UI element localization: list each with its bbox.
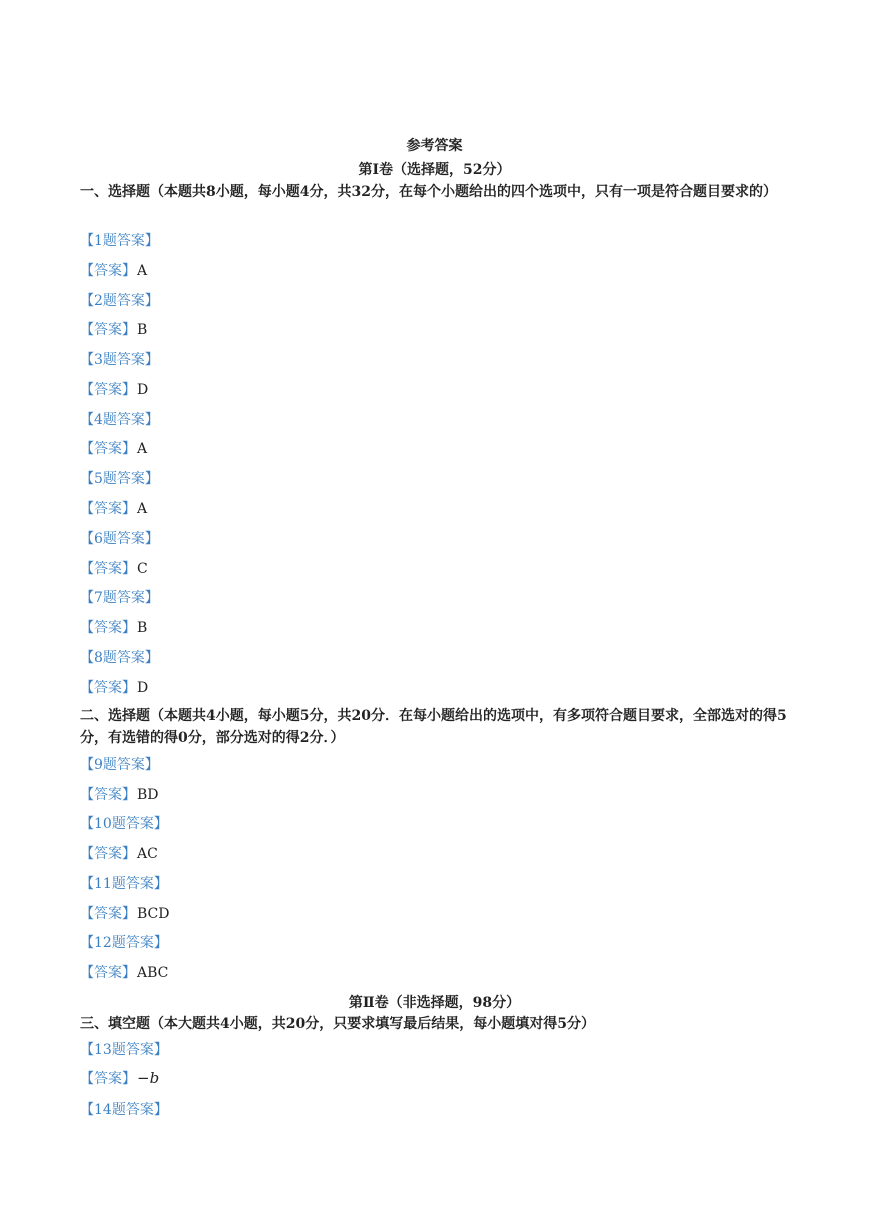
section1-heading: 一、选择题（本题共8小题，每小题4分，共32分，在每个小题给出的四个选项中，只有一项是符合题目要求的） — [80, 184, 777, 200]
part1-title: 第Ⅰ卷（选择题，52分） — [358, 162, 511, 178]
answer-key: 【答案】 — [80, 382, 136, 398]
answer-key: 【答案】 — [80, 787, 136, 803]
answer-key: 【答案】 — [80, 1071, 136, 1087]
answer-key: 【答案】 — [80, 561, 136, 577]
q8-answer-row — [80, 677, 148, 697]
q10-label: 【10题答案】 — [80, 816, 168, 832]
q10-answer-row — [80, 843, 158, 863]
q5-answer: A — [137, 501, 148, 517]
section3-heading: 三、填空题（本大题共4小题，共20分，只要求填写最后结果，每小题填对得5分） — [80, 1016, 595, 1032]
q13-label: 【13题答案】 — [80, 1042, 168, 1058]
q9-label: 【9题答案】 — [80, 757, 159, 773]
answer-key: 【答案】 — [80, 501, 136, 517]
answer-key: 【答案】 — [80, 620, 136, 636]
q7-label: 【7题答案】 — [80, 590, 159, 606]
answer-key: 【答案】 — [80, 263, 136, 279]
q10-answer: AC — [137, 846, 158, 862]
section2-heading: 二、选择题（本题共4小题，每小题5分，共20分．在每小题给出的选项中，有多项符合题目要求，全部选对的得5分，有选错的得0分，部分选对的得2分．） — [80, 708, 787, 746]
q4-answer-row — [80, 438, 147, 458]
answer-key: 【答案】 — [80, 441, 136, 457]
answer-key: 【答案】 — [80, 322, 136, 338]
q9-answer-row — [80, 784, 159, 804]
q12-answer: ABC — [137, 965, 169, 981]
q4-label: 【4题答案】 — [80, 412, 159, 428]
q1-answer-row — [80, 260, 147, 280]
q1-answer: A — [137, 263, 148, 279]
q6-label: 【6题答案】 — [80, 531, 159, 547]
q6-answer-row — [80, 558, 148, 578]
q7-answer-row — [80, 617, 147, 637]
answer-key: 【答案】 — [80, 846, 136, 862]
q5-answer-row — [80, 498, 147, 518]
q6-answer: C — [137, 561, 148, 577]
q3-answer-row — [80, 379, 148, 399]
q1-label: 【1题答案】 — [80, 233, 159, 249]
part2-title: 第Ⅱ卷（非选择题，98分） — [348, 995, 521, 1011]
answer-key: 【答案】 — [80, 680, 136, 696]
q12-answer-row — [80, 962, 168, 982]
q8-answer: D — [137, 680, 149, 696]
q3-answer: D — [137, 382, 149, 398]
q12-label: 【12题答案】 — [80, 935, 168, 951]
q11-label: 【11题答案】 — [80, 876, 168, 892]
q2-label: 【2题答案】 — [80, 293, 159, 309]
doc-title: 参考答案 — [406, 138, 463, 154]
answer-key: 【答案】 — [80, 906, 136, 922]
q2-answer: B — [137, 322, 148, 338]
answer-key: 【答案】 — [80, 965, 136, 981]
q7-answer: B — [137, 620, 148, 636]
q11-answer: BCD — [137, 906, 170, 922]
q13-answer-row — [80, 1068, 159, 1088]
q9-answer: BD — [137, 787, 159, 803]
q4-answer: A — [137, 441, 148, 457]
q8-label: 【8题答案】 — [80, 650, 159, 666]
q14-label: 【14题答案】 — [80, 1102, 168, 1118]
q3-label: 【3题答案】 — [80, 352, 159, 368]
q13-answer: −b — [137, 1069, 160, 1087]
q2-answer-row — [80, 319, 147, 339]
q11-answer-row — [80, 903, 169, 923]
q5-label: 【5题答案】 — [80, 471, 159, 487]
